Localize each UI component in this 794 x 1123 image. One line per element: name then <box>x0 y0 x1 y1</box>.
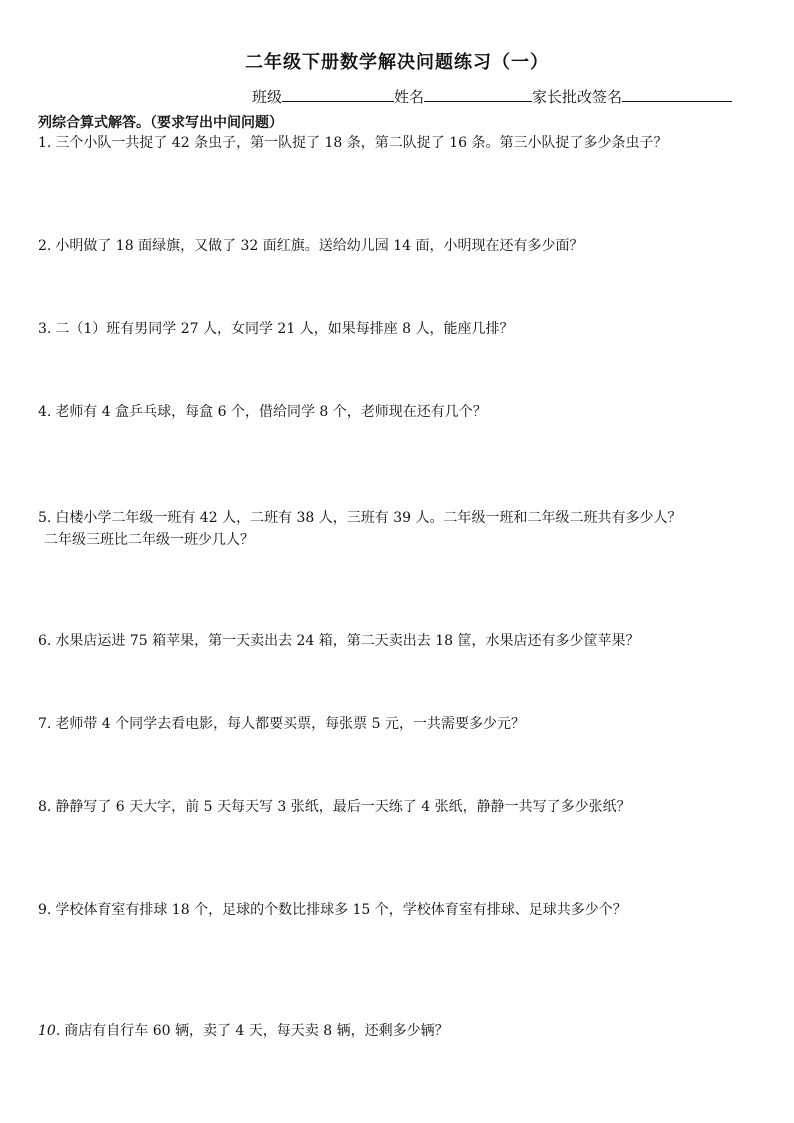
question-number: 8. <box>38 799 52 815</box>
parent-signature-label: 家长批改签名 <box>532 88 623 106</box>
question-number: 5. <box>38 510 52 526</box>
question-text: 静静写了 6 天大字，前 5 天每天写 3 张纸，最后一天练了 4 张纸，静静一共写了多少张纸？ <box>55 799 631 815</box>
question-text: 小明做了 18 面绿旗，又做了 32 面红旗。送给幼儿园 14 面，小明现在还有多少面？ <box>55 238 584 254</box>
instruction: 列综合算式解答。（要求写出中间问题） <box>38 115 283 131</box>
question-10 <box>38 1020 449 1042</box>
question-9 <box>38 899 627 921</box>
question-text: 商店有自行车 60 辆，卖了 4 天，每天卖 8 辆，还剩多少辆？ <box>64 1023 449 1039</box>
question-number: 7. <box>38 716 52 732</box>
question-8 <box>38 796 631 818</box>
name-label: 姓名 <box>394 88 425 106</box>
question-number: 2. <box>38 238 52 254</box>
question-7 <box>38 713 525 735</box>
name-blank[interactable] <box>424 86 532 102</box>
question-4 <box>38 401 487 423</box>
question-text: 二（1）班有男同学 27 人，女同学 21 人，如果每排座 8 人，能座几排？ <box>55 321 514 337</box>
question-text: 白楼小学二年级一班有 42 人，二班有 38 人，三班有 39 人。二年级一班和二年级二班共有多少人？ <box>55 510 682 526</box>
question-number: 9. <box>38 902 52 918</box>
question-1 <box>38 132 668 154</box>
question-2 <box>38 235 584 257</box>
question-text: 水果店运进 75 箱苹果，第一天卖出去 24 箱，第二天卖出去 18 筐，水果店还有多少筐苹果？ <box>55 633 640 649</box>
parent-signature-blank[interactable] <box>622 86 732 102</box>
question-number: 6. <box>38 633 52 649</box>
class-blank[interactable] <box>282 86 394 102</box>
question-text: 老师带 4 个同学去看电影，每人都要买票，每张票 5 元，一共需要多少元？ <box>55 716 525 732</box>
question-number: 10. <box>38 1023 61 1039</box>
question-text: 老师有 4 盒乒乓球，每盒 6 个，借给同学 8 个，老师现在还有几个？ <box>55 404 487 420</box>
question-6 <box>38 630 640 652</box>
question-3 <box>38 318 514 340</box>
question-5 <box>38 507 682 551</box>
question-text: 三个小队一共捉了 42 条虫子，第一队捉了 18 条，第二队捉了 16 条。第三小队捉了多少条虫子？ <box>55 135 668 151</box>
info-row <box>252 86 732 107</box>
class-label: 班级 <box>252 88 283 106</box>
question-number: 4. <box>38 404 52 420</box>
question-number: 3. <box>38 321 52 337</box>
question-text-line2: 二年级三班比二年级一班少几人？ <box>44 532 254 548</box>
question-number: 1. <box>38 135 52 151</box>
question-text: 学校体育室有排球 18 个，足球的个数比排球多 15 个，学校体育室有排球、足球共多少个？ <box>55 902 627 918</box>
page-title: 二年级下册数学解决问题练习（一） <box>245 52 549 73</box>
